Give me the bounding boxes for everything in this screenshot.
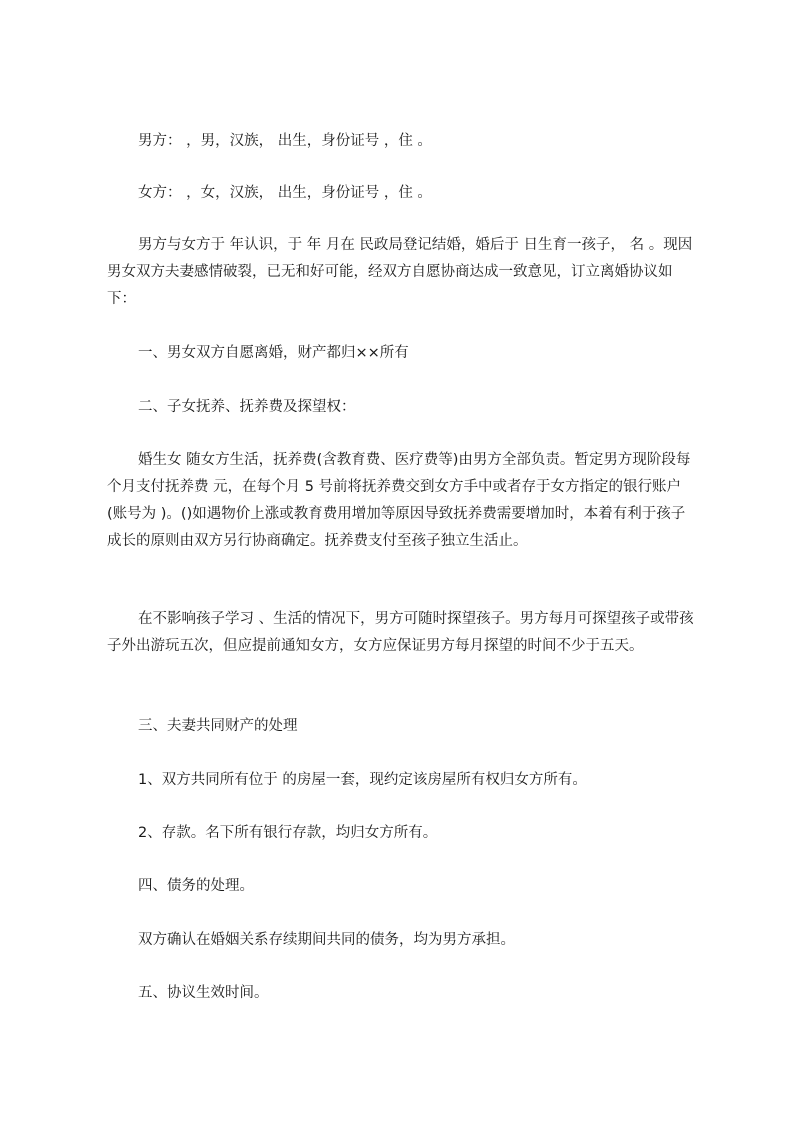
- clause-one-heading: 一、男女双方自愿离婚，财产都归××所有: [138, 345, 409, 361]
- debt-paragraph: 双方确认在婚姻关系存续期间共同的债务，均为男方承担。: [138, 932, 515, 948]
- husband-info-paragraph: 男方： ，男，汉族， 出生，身份证号 ，住 。: [138, 133, 432, 149]
- clause-four-heading: 四、债务的处理。: [138, 878, 254, 894]
- clause-two-heading: 二、子女抚养、抚养费及探望权：: [138, 399, 356, 415]
- visitation-paragraph: 在不影响孩子学习 、生活的情况下，男方可随时探望孩子。男方每月可探望孩子或带孩子外出游玩五次，但应提前通知女方，女方应保证男方每月探望的时间不少于五天。: [107, 611, 694, 654]
- property-deposit-paragraph: 2、存款。名下所有银行存款，均归女方所有。: [138, 825, 438, 841]
- clause-three-heading: 三、夫妻共同财产的处理: [138, 718, 298, 734]
- clause-five-heading: 五、协议生效时间。: [138, 985, 269, 1001]
- property-house-paragraph: 1、双方共同所有位于 的房屋一套，现约定该房屋所有权归女方所有。: [138, 772, 587, 788]
- wife-info-paragraph: 女方： ，女，汉族， 出生，身份证号 ，住 。: [138, 185, 432, 201]
- marriage-background-paragraph: 男方与女方于 年认识，于 年 月在 民政局登记结婚，婚后于 日生育一孩子， 名 。现因男女双方夫妻感情破裂，已无和好可能，经双方自愿协商达成一致意见，订立离婚协议如下：: [107, 237, 693, 307]
- child-support-paragraph: 婚生女 随女方生活，抚养费(含教育费、医疗费等)由男方全部负责。暂定男方现阶段每个月支付抚养费 元，在每个月 5 号前将抚养费交到女方手中或者存于女方指定的银行账户(账号为 )。()如遇物价上涨或教育费用增加等原因导致抚养费需要增加时，本着有利于孩子成长的原则由双方另行协商确定。抚养费支付至孩子独立生活止。: [107, 452, 691, 549]
